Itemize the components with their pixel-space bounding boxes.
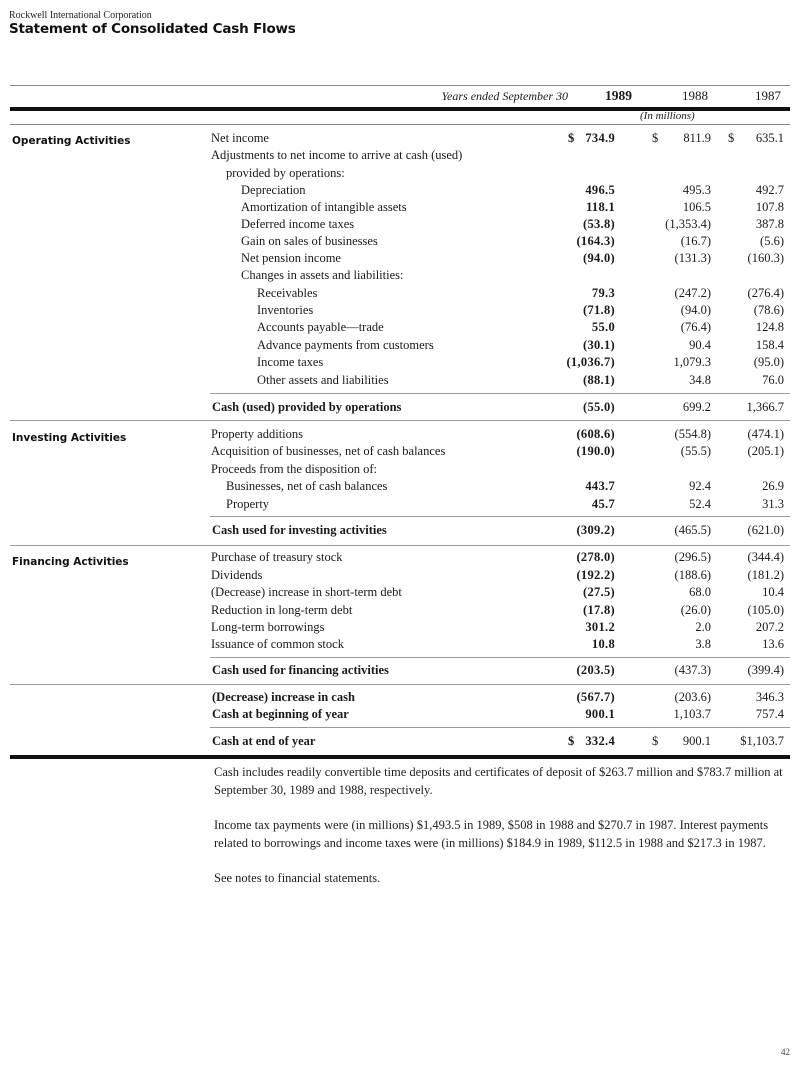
row-label: Acquisition of businesses, net of cash balances <box>211 444 446 458</box>
value-1987: 10.4 <box>762 585 784 599</box>
value-1989: (608.6) <box>576 427 615 441</box>
row-label: Cash used for financing activities <box>212 663 389 677</box>
value-1989: (71.8) <box>582 303 615 317</box>
value-1987: (95.0) <box>753 355 784 369</box>
summary-row <box>0 707 800 724</box>
note-tax-interest-payments: Income tax payments were (in millions) $1,493.5 in 1989, $508 in 1988 and $270.7 in 1987. Interest payments related to borrowings and income taxes were (in millions) $184.9 in 1989, $112.5 in 1988 and $217.3 in 1987. <box>214 818 769 850</box>
value-1987: 13.6 <box>762 637 784 651</box>
row-label: Cash at end of year <box>212 734 316 748</box>
value-1988: (554.8) <box>674 427 711 441</box>
value-1987: 124.8 <box>755 320 784 334</box>
row-label: provided by operations: <box>226 166 345 180</box>
row-label: Long-term borrowings <box>211 620 325 634</box>
value-1988: 92.4 <box>689 479 711 493</box>
row-label: Reduction in long-term debt <box>211 603 353 617</box>
note-cash-equivalents: Cash includes readily convertible time deposits and certificates of deposit of $263.7 million and $783.7 million at September 30, 1989 and 1988, respectively. <box>214 765 783 797</box>
value-1987: 207.2 <box>755 620 784 634</box>
value-1989: (53.8) <box>582 217 615 231</box>
value-1989: (55.0) <box>582 400 615 414</box>
value-1987: (5.6) <box>760 234 784 248</box>
page-number: 42 <box>781 1047 790 1057</box>
row-label: Cash used for investing activities <box>212 523 387 537</box>
table-row <box>0 303 800 320</box>
table-row <box>0 320 800 337</box>
row-label: Dividends <box>211 568 263 582</box>
value-1988: (296.5) <box>674 550 711 564</box>
table-row <box>0 603 800 620</box>
value-1989: (30.1) <box>582 338 615 352</box>
value-1988: (16.7) <box>680 234 711 248</box>
value-1987: $1,103.7 <box>740 734 784 748</box>
table-row <box>0 373 800 390</box>
value-1989: 10.8 <box>591 637 615 651</box>
row-label: Deferred income taxes <box>241 217 355 231</box>
value-1988: 900.1 <box>682 734 711 748</box>
value-1987: (78.6) <box>753 303 784 317</box>
year-1989-header: 1989 <box>605 88 632 103</box>
table-row <box>0 251 800 268</box>
table-row <box>0 620 800 637</box>
row-label: Inventories <box>257 303 314 317</box>
value-1989: 45.7 <box>591 497 615 511</box>
table-row <box>0 286 800 303</box>
value-1989: (94.0) <box>582 251 615 265</box>
dollar-sign-1988: $ <box>652 131 659 145</box>
value-1988: (465.5) <box>674 523 711 537</box>
value-1987: (344.4) <box>747 550 784 564</box>
row-label: Other assets and liabilities <box>257 373 389 387</box>
table-row <box>0 166 800 183</box>
value-1987: (399.4) <box>747 663 784 677</box>
value-1988: 106.5 <box>682 200 711 214</box>
row-label: Advance payments from customers <box>257 338 434 352</box>
value-1989: 79.3 <box>591 286 615 300</box>
row-label: Income taxes <box>257 355 324 369</box>
section-rule <box>10 420 790 421</box>
dollar-sign-1987: $ <box>728 131 735 145</box>
value-1987: (276.4) <box>747 286 784 300</box>
subtotal-rule <box>210 516 790 517</box>
dollar-sign-1988: $ <box>652 734 659 748</box>
header-top-rule <box>10 85 790 86</box>
closing-thick-rule <box>10 755 790 759</box>
value-1988: (188.6) <box>674 568 711 582</box>
row-label: (Decrease) increase in cash <box>212 690 355 704</box>
table-row <box>0 183 800 200</box>
dollar-sign-1989: $ <box>568 734 575 748</box>
year-1988-header: 1988 <box>682 88 708 103</box>
page-title: Statement of Consolidated Cash Flows <box>9 21 296 37</box>
value-1987: 1,366.7 <box>746 400 784 414</box>
value-1989: 496.5 <box>585 183 615 197</box>
value-1989: (17.8) <box>582 603 615 617</box>
row-label: Property additions <box>211 427 304 441</box>
row-label: Adjustments to net income to arrive at cash (used) <box>211 148 463 162</box>
value-1989: (27.5) <box>582 585 615 599</box>
row-label: Cash (used) provided by operations <box>212 400 402 414</box>
section-rule <box>10 684 790 685</box>
row-label: Depreciation <box>241 183 306 197</box>
table-row <box>0 234 800 251</box>
value-1988: 811.9 <box>683 131 711 145</box>
row-label: Businesses, net of cash balances <box>226 479 388 493</box>
subtotal-rule <box>210 657 790 658</box>
row-label: Purchase of treasury stock <box>211 550 343 564</box>
value-1989: (278.0) <box>576 550 615 564</box>
note-see-notes: See notes to financial statements. <box>214 871 381 885</box>
total-row-investing <box>0 523 800 540</box>
value-1988: 1,079.3 <box>673 355 711 369</box>
value-1988: (76.4) <box>680 320 711 334</box>
value-1989: 734.9 <box>585 131 615 145</box>
table-row <box>0 200 800 217</box>
value-1988: (131.3) <box>674 251 711 265</box>
value-1987: (181.2) <box>747 568 784 582</box>
table-row <box>0 462 800 479</box>
value-1989: (309.2) <box>576 523 615 537</box>
table-row <box>0 637 800 654</box>
subtotal-rule <box>210 727 790 728</box>
dollar-sign-1989: $ <box>568 131 575 145</box>
value-1989: 301.2 <box>585 620 615 634</box>
value-1987: 158.4 <box>755 338 784 352</box>
row-label: Amortization of intangible assets <box>241 200 407 214</box>
value-1988: (203.6) <box>674 690 711 704</box>
section-label-investing: Investing Activities <box>12 432 127 444</box>
row-label: Accounts payable—trade <box>257 320 384 334</box>
value-1989: 55.0 <box>591 320 615 334</box>
value-1988: 699.2 <box>682 400 711 414</box>
section-rule <box>10 545 790 546</box>
value-1989: (190.0) <box>576 444 615 458</box>
value-1987: 26.9 <box>762 479 784 493</box>
value-1987: (160.3) <box>747 251 784 265</box>
value-1987: (474.1) <box>747 427 784 441</box>
row-label: Cash at beginning of year <box>212 707 349 721</box>
table-row <box>0 568 800 585</box>
summary-row <box>0 690 800 707</box>
table-row <box>0 338 800 355</box>
value-1989: 443.7 <box>585 479 615 493</box>
company-name: Rockwell International Corporation <box>9 10 152 21</box>
table-row <box>0 585 800 602</box>
units-label: (In millions) <box>640 110 695 122</box>
value-1988: 90.4 <box>689 338 711 352</box>
value-1989: (192.2) <box>576 568 615 582</box>
header-bottom-rule <box>10 124 790 125</box>
table-row <box>0 497 800 514</box>
cash-end-of-year-row <box>0 734 800 751</box>
total-row-operating <box>0 400 800 417</box>
total-row-financing <box>0 663 800 680</box>
value-1988: (94.0) <box>680 303 711 317</box>
value-1987: (621.0) <box>747 523 784 537</box>
value-1989: (203.5) <box>576 663 615 677</box>
table-row <box>0 131 800 148</box>
value-1989: (1,036.7) <box>566 355 615 369</box>
notes <box>214 763 794 902</box>
value-1989: (88.1) <box>582 373 615 387</box>
value-1987: 387.8 <box>755 217 784 231</box>
value-1988: (437.3) <box>674 663 711 677</box>
value-1987: 492.7 <box>755 183 784 197</box>
value-1989: (567.7) <box>576 690 615 704</box>
row-label: Issuance of common stock <box>211 637 344 651</box>
row-label: Receivables <box>257 286 318 300</box>
value-1988: 52.4 <box>689 497 711 511</box>
row-label: Net income <box>211 131 269 145</box>
value-1987: 635.1 <box>755 131 784 145</box>
value-1988: 1,103.7 <box>673 707 711 721</box>
table-row <box>0 427 800 444</box>
value-1988: 34.8 <box>689 373 711 387</box>
value-1989: (164.3) <box>576 234 615 248</box>
value-1989: 332.4 <box>585 734 615 748</box>
subtotal-rule <box>210 393 790 394</box>
header-caption: Years ended September 30 <box>441 89 568 103</box>
row-label: (Decrease) increase in short-term debt <box>211 585 402 599</box>
year-1987-header: 1987 <box>755 88 781 103</box>
table-row <box>0 148 800 165</box>
table-row <box>0 355 800 372</box>
row-label: Net pension income <box>241 251 341 265</box>
value-1988: 495.3 <box>682 183 711 197</box>
value-1988: (1,353.4) <box>665 217 711 231</box>
row-label: Proceeds from the disposition of: <box>211 462 377 476</box>
value-1987: 346.3 <box>755 690 784 704</box>
value-1988: 2.0 <box>695 620 711 634</box>
table-row <box>0 268 800 285</box>
value-1987: 31.3 <box>762 497 784 511</box>
value-1989: 900.1 <box>585 707 615 721</box>
value-1988: 3.8 <box>695 637 711 651</box>
table-row <box>0 217 800 234</box>
value-1987: (205.1) <box>747 444 784 458</box>
table-row <box>0 550 800 567</box>
value-1988: (55.5) <box>680 444 711 458</box>
row-label: Property <box>226 497 270 511</box>
value-1988: 68.0 <box>689 585 711 599</box>
section-label-financing: Financing Activities <box>12 556 129 568</box>
value-1988: (247.2) <box>674 286 711 300</box>
row-label: Changes in assets and liabilities: <box>241 268 404 282</box>
row-label: Gain on sales of businesses <box>241 234 378 248</box>
table-row <box>0 444 800 461</box>
value-1987: 76.0 <box>762 373 784 387</box>
section-label-operating: Operating Activities <box>12 135 131 147</box>
table-row <box>0 479 800 496</box>
value-1987: (105.0) <box>747 603 784 617</box>
value-1987: 757.4 <box>755 707 784 721</box>
value-1989: 118.1 <box>586 200 615 214</box>
value-1988: (26.0) <box>680 603 711 617</box>
value-1987: 107.8 <box>755 200 784 214</box>
